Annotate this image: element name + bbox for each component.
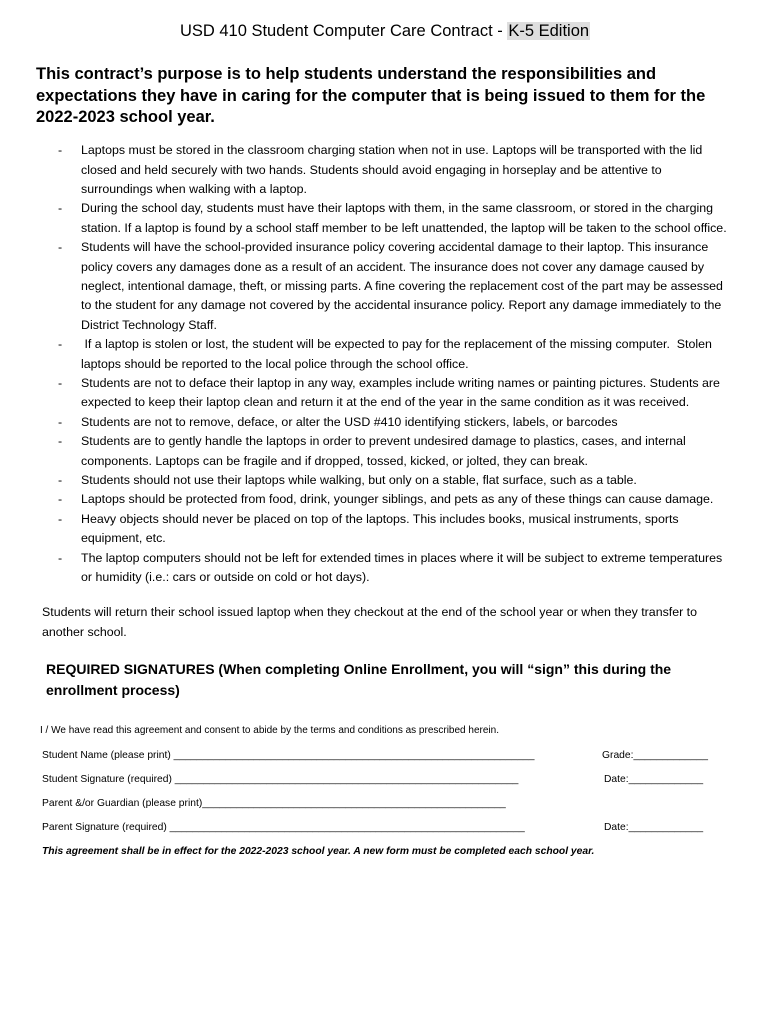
bullet-dash: - <box>58 143 63 158</box>
rule-text: Laptops should be protected from food, drink, younger siblings, and pets as any of these things can cause damage. <box>81 492 714 507</box>
rule-item <box>36 432 734 471</box>
student-name-line[interactable] <box>42 750 734 774</box>
bullet-dash: - <box>58 201 63 216</box>
student-date-field[interactable]: Date:_____________ <box>604 774 704 786</box>
student-name-label: Student Name (please print) _______________________________________________________________ <box>42 750 535 762</box>
bullet-dash: - <box>58 375 63 390</box>
rule-text: Students are not to remove, deface, or alter the USD #410 identifying stickers, labels, or barcodes <box>81 414 618 429</box>
parent-name-label: Parent &/or Guardian (please print)_____________________________________________________ <box>42 798 506 810</box>
rule-text: Laptops must be stored in the classroom charging station when not in use. Laptops will be transported with the lid closed and held securely with two hands. Students should avoid engaging in horseplay and be attentive to surroundings when walking with a laptop. <box>81 143 703 196</box>
rule-item <box>36 490 734 509</box>
rule-item <box>36 471 734 490</box>
bullet-dash: - <box>58 434 63 449</box>
required-signatures-heading: REQUIRED SIGNATURES (When completing Online Enrollment, you will “sign” this during the enrollment process) <box>46 661 672 699</box>
bullet-dash: - <box>58 414 63 429</box>
rule-text: Students will have the school-provided insurance policy covering accidental damage to their laptop. This insurance policy covers any damages done as a result of an accident. The insurance does not cover any damage caused by neglect, intentional damage, theft, or missing parts. A fine covering the replacement cost of the part may be assessed to the student for any damage not covered by the accidental insurance policy. Report any damage immediately to the District Technology Staff. <box>81 240 723 332</box>
rule-item <box>36 374 734 413</box>
bullet-dash: - <box>58 511 63 526</box>
rule-item <box>36 199 734 238</box>
footer-note: This agreement shall be in effect for the 2022-2023 school year. A new form must be completed each school year. <box>42 846 595 858</box>
agreement-statement: I / We have read this agreement and consent to abide by the terms and conditions as prescribed herein. <box>40 725 499 737</box>
rule-text: During the school day, students must have their laptops with them, in the same classroom, or stored in the charging station. If a laptop is found by a school staff member to be left unattended, the laptop will be taken to the school office. <box>81 201 727 235</box>
bullet-dash: - <box>58 473 63 487</box>
rule-text: Students are to gently handle the laptops in order to prevent undesired damage to plastics, cases, and internal components. Laptops can be fragile and if dropped, tossed, kicked, or jolted, they can break. <box>81 434 686 468</box>
rule-text: Heavy objects should never be placed on top of the laptops. This includes books, musical instruments, sports equipment, etc. <box>81 511 679 546</box>
purpose-statement: This contract’s purpose is to help students understand the responsibilities and expectations they have in caring for the computer that is being issued to them for the 2022-2023 school year. <box>36 64 706 127</box>
parent-date-field[interactable]: Date:_____________ <box>604 822 704 834</box>
rule-item <box>36 335 734 374</box>
bullet-dash: - <box>58 550 63 565</box>
rule-item <box>36 238 734 335</box>
bullet-dash: - <box>58 240 63 255</box>
parent-signature-label: Parent Signature (required) ______________________________________________________________ <box>42 822 525 834</box>
rule-item <box>36 549 734 588</box>
student-signature-label: Student Signature (required) ____________________________________________________________ <box>42 774 519 786</box>
bullet-dash: - <box>58 337 63 352</box>
rule-text: The laptop computers should not be left for extended times in places where it will be subject to extreme temperatures or humidity (i.e.: cars or outside on cold or hot days). <box>81 550 723 585</box>
student-signature-line[interactable] <box>42 774 734 798</box>
rules-list <box>36 141 734 587</box>
title-edition-highlight: K-5 Edition <box>508 22 590 40</box>
parent-signature-line[interactable] <box>42 822 734 846</box>
bullet-dash: - <box>58 492 63 507</box>
rule-item <box>36 510 734 549</box>
grade-field[interactable]: Grade:_____________ <box>602 750 708 762</box>
parent-name-line[interactable] <box>42 798 734 822</box>
title-prefix: USD 410 Student Computer Care Contract - <box>179 22 508 40</box>
rule-text: Students are not to deface their laptop in any way, examples include writing names or painting pictures. Students are expected to keep their laptop clean and return it at the end of the year in the same condition as it was received. <box>81 375 720 410</box>
rule-item <box>36 413 734 432</box>
rule-item <box>36 141 734 199</box>
rule-text: Students should not use their laptops while walking, but only on a stable, flat surface, such as a table. <box>81 473 637 487</box>
rule-text: If a laptop is stolen or lost, the student will be expected to pay for the replacement of the missing computer. Stolen laptops should be reported to the local police through the school office. <box>81 337 716 371</box>
return-statement: Students will return their school issued laptop when they checkout at the end of the school year or when they transfer to another school. <box>42 605 698 640</box>
page-title <box>36 22 734 42</box>
